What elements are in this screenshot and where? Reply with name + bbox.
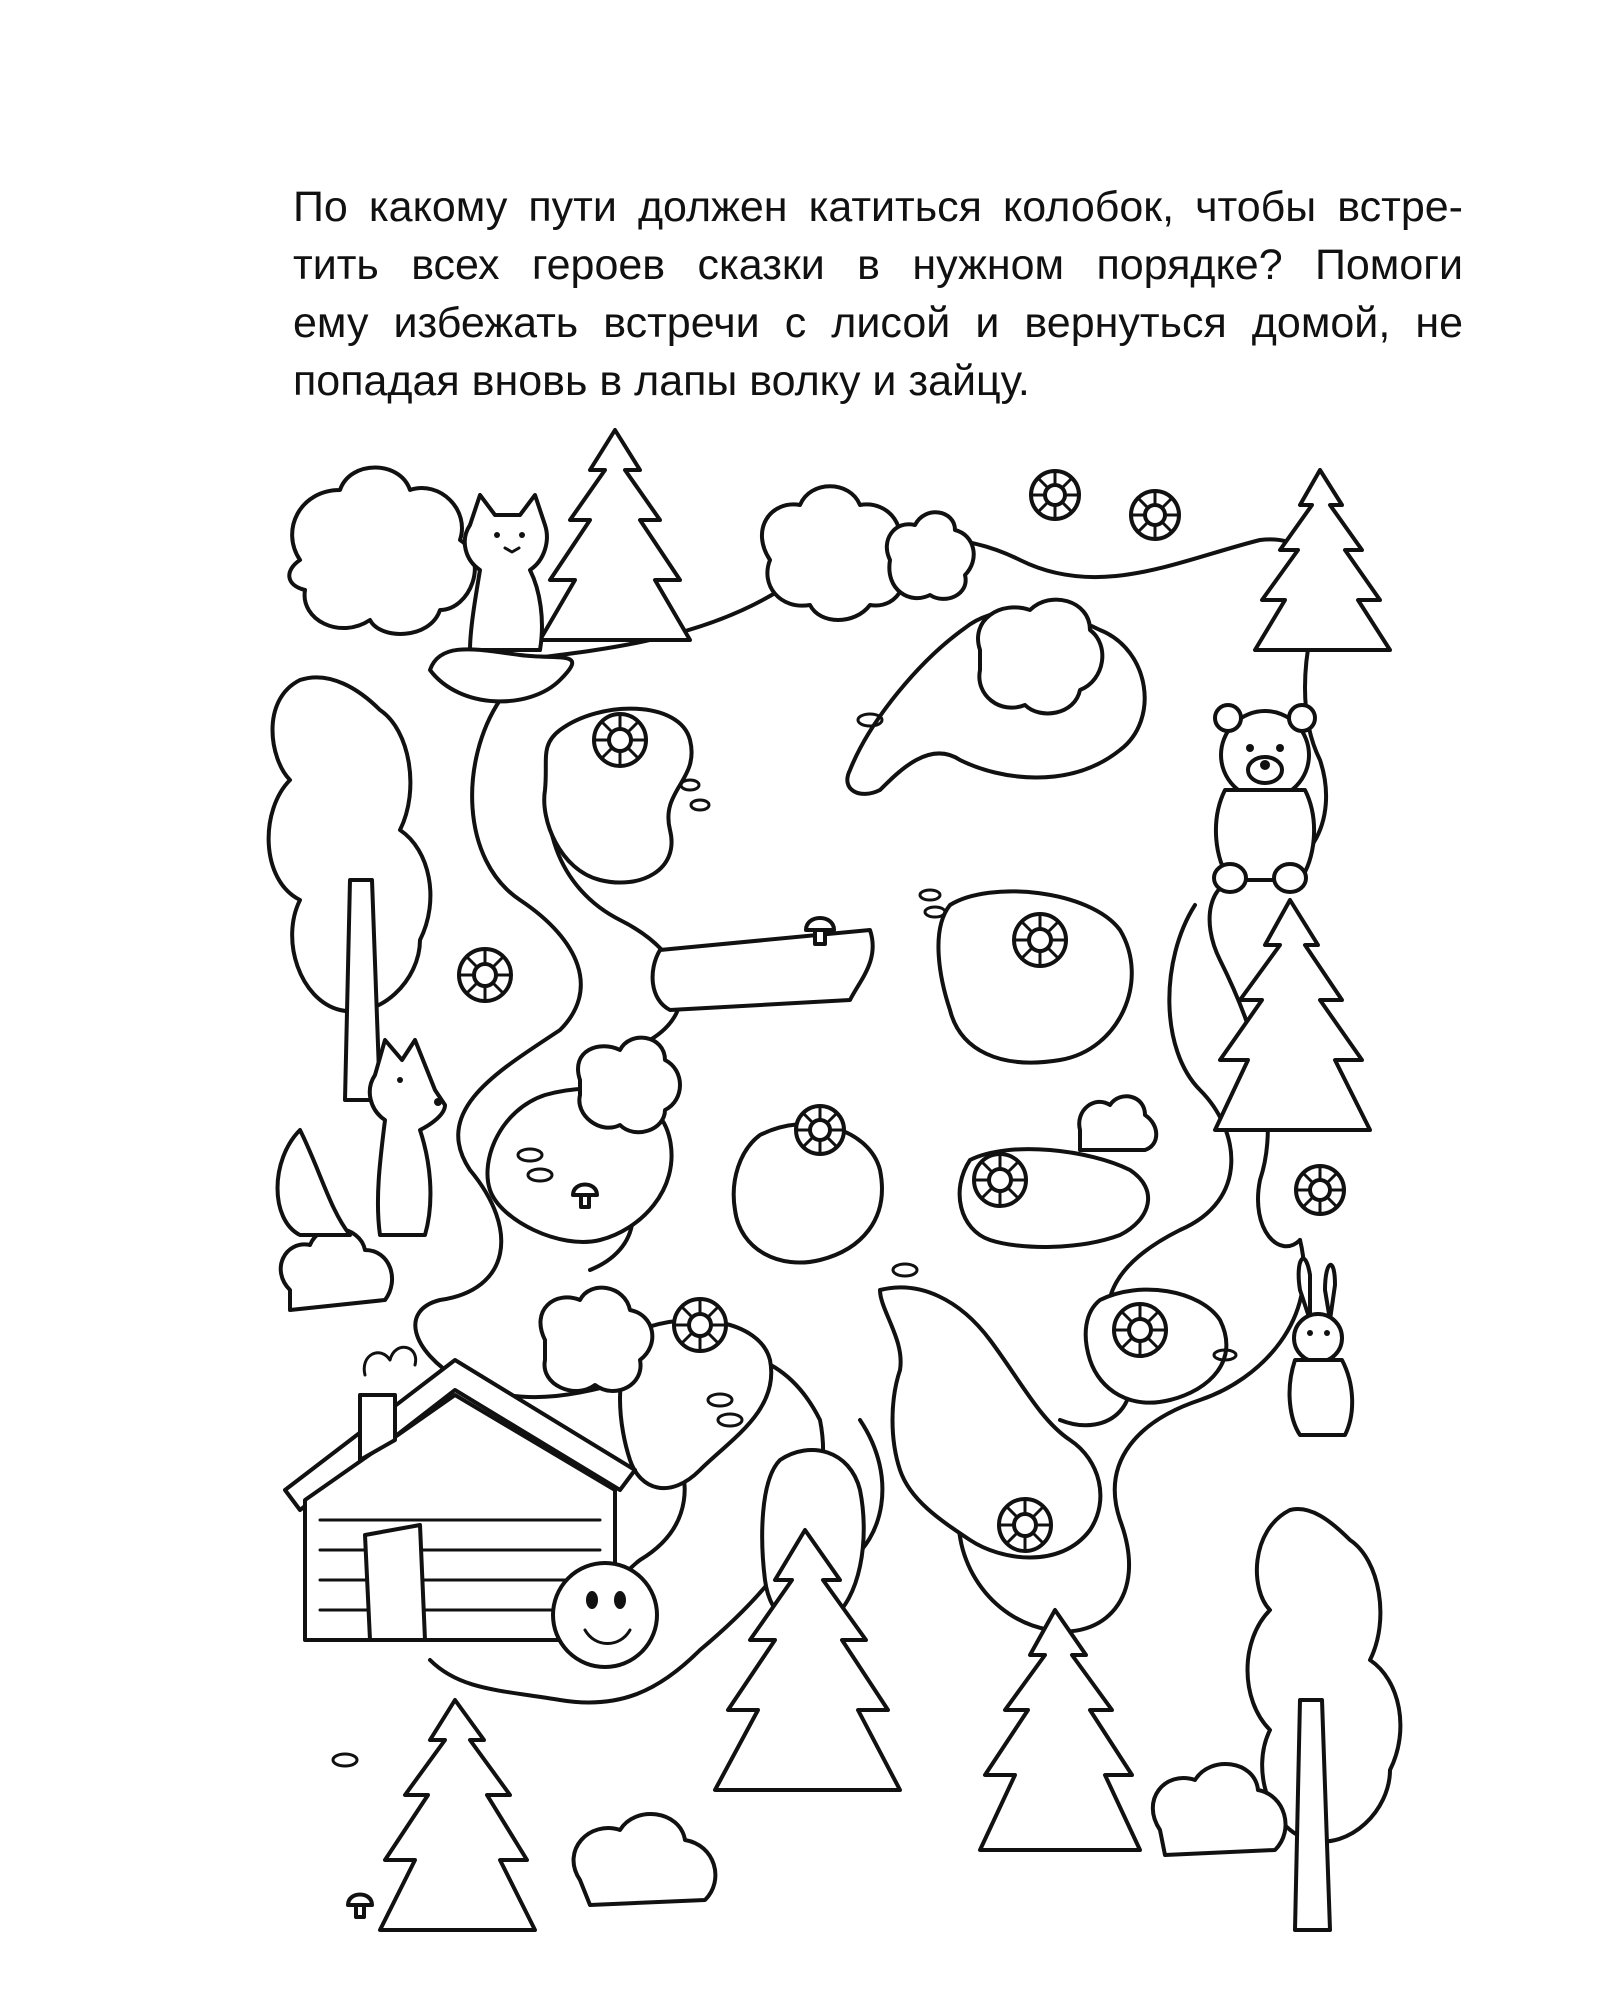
flower-icon [1114, 1304, 1166, 1356]
fir-tree-icon [1215, 900, 1370, 1130]
bush-icon [1079, 1096, 1156, 1150]
fir-tree-icon [540, 430, 690, 640]
instructions-line: попадая вновь в лапы волку и зайцу. [293, 357, 1030, 405]
bush-icon [887, 512, 974, 599]
fir-tree-icon [380, 1700, 535, 1930]
mushroom-icon [348, 1895, 372, 1918]
bush-icon [281, 1229, 392, 1310]
flower-icon [1031, 471, 1079, 519]
bush-icon [540, 1288, 652, 1391]
birch-tree-icon [269, 677, 431, 1100]
flower-icon [459, 949, 511, 1001]
instructions-line: тить всех героев сказки в нужном порядке? Помоги [293, 241, 1463, 289]
flower-icon [974, 1154, 1026, 1206]
bush-icon [574, 1814, 716, 1905]
flower-icon [594, 714, 646, 766]
fir-tree-icon [980, 1610, 1140, 1850]
maze-island [653, 930, 873, 1010]
bush-icon [762, 486, 904, 620]
instructions-line: По какому пути должен катиться колобок, чтобы встре- [293, 183, 1463, 231]
flower-icon [1014, 914, 1066, 966]
bush-icon [578, 1038, 680, 1133]
flower-icon [1131, 491, 1179, 539]
fir-tree-icon [1255, 470, 1390, 650]
bush-icon [289, 468, 475, 634]
bear-icon [1214, 705, 1315, 892]
birch-tree-icon [1248, 1509, 1401, 1930]
kolobok-icon [553, 1563, 657, 1667]
instructions-line: ему избежать встречи с лисой и вернуться домой, не [293, 299, 1463, 347]
flower-icon [674, 1299, 726, 1351]
flower-icon [796, 1106, 844, 1154]
hare-icon [1290, 1259, 1353, 1435]
flower-icon [1296, 1166, 1344, 1214]
fir-tree-icon [715, 1530, 900, 1790]
flower-icon [999, 1499, 1051, 1551]
